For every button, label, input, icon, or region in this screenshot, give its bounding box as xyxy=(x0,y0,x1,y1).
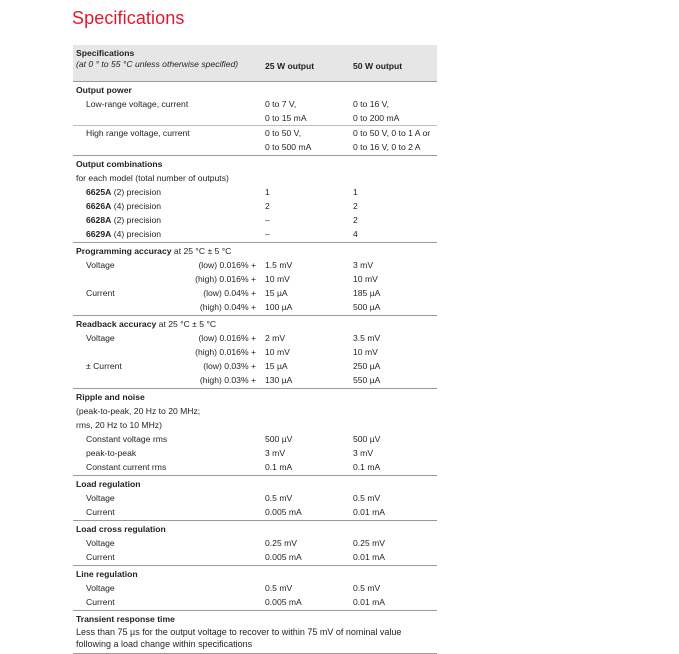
row-label xyxy=(73,272,262,286)
section-title xyxy=(73,317,437,331)
value-50w: 250 µA xyxy=(353,361,381,371)
row-label xyxy=(73,373,262,387)
value-50w: 500 µA xyxy=(353,302,381,312)
value-50w: 0.5 mV xyxy=(353,583,381,593)
table-row xyxy=(73,111,437,125)
value-50w: 0.01 mA xyxy=(353,597,386,607)
table-row xyxy=(73,595,437,609)
value-50w: 0.5 mV xyxy=(353,493,381,503)
model-number: 6625A xyxy=(86,187,112,197)
value-25w: 130 µA xyxy=(265,375,293,385)
value-25w: 0.5 mV xyxy=(265,493,293,503)
value-50w: 0.25 mV xyxy=(353,538,386,548)
value-25w: 2 mV xyxy=(265,333,286,343)
value-25w: 0.25 mV xyxy=(265,538,298,548)
row-label: Current xyxy=(86,552,115,562)
section-title: Ripple and noise xyxy=(76,392,145,402)
table-row xyxy=(73,505,437,519)
row-name: Voltage xyxy=(86,260,115,270)
value-25w: 0 to 7 V, xyxy=(265,99,297,109)
section-output-combinations xyxy=(73,156,437,243)
table-row xyxy=(73,97,437,111)
row-label xyxy=(73,286,262,300)
header-subtitle: (at 0 ° to 55 °C unless otherwise specified) xyxy=(76,58,239,69)
transient-response-text: Less than 75 µs for the output voltage to recover to within 75 mV of nominal value following a load change within specifications xyxy=(76,627,402,649)
table-row xyxy=(73,126,437,140)
table-row xyxy=(73,460,437,474)
model-number: 6628A xyxy=(86,215,112,225)
value-25w: 0.005 mA xyxy=(265,552,302,562)
section-programming-accuracy xyxy=(73,243,437,316)
row-label: Low-range voltage, current xyxy=(86,99,189,109)
value-50w: 10 mV xyxy=(353,347,378,357)
section-title-suffix: at 25 °C ± 5 °C xyxy=(171,246,232,256)
table-row xyxy=(73,272,437,286)
value-25w: 10 mV xyxy=(265,347,290,357)
model-desc: (4) precision xyxy=(111,229,161,239)
section-title: Load cross regulation xyxy=(76,524,166,534)
value-25w: 0.005 mA xyxy=(265,597,302,607)
row-label xyxy=(73,140,262,154)
table-row xyxy=(73,227,437,241)
section-transient-response xyxy=(73,611,437,654)
value-25w: 0 to 500 mA xyxy=(265,142,312,152)
table-row xyxy=(73,536,437,550)
row-label: Voltage xyxy=(86,583,115,593)
value-25w: 0.1 mA xyxy=(265,462,293,472)
row-label xyxy=(73,111,262,125)
table-row xyxy=(73,550,437,564)
model-number: 6626A xyxy=(86,201,112,211)
row-name: ± Current xyxy=(86,361,122,371)
model-desc: (4) precision xyxy=(111,201,161,211)
section-title: Output power xyxy=(76,85,132,95)
row-spec: (low) 0.016% + xyxy=(198,333,256,343)
value-50w: 0 to 50 V, 0 to 1 A or xyxy=(353,128,431,138)
header-spec-column xyxy=(76,48,256,70)
row-label xyxy=(73,258,262,272)
value-25w: 500 µV xyxy=(265,434,293,444)
value-25w: – xyxy=(265,229,270,239)
row-label xyxy=(73,300,262,314)
specifications-table xyxy=(73,45,437,654)
model-desc: (2) precision xyxy=(111,215,161,225)
section-load-regulation xyxy=(73,476,437,521)
row-spec: (high) 0.016% + xyxy=(195,274,256,284)
value-50w: 2 xyxy=(353,201,358,211)
row-label xyxy=(73,331,262,345)
table-row xyxy=(73,359,437,373)
row-label: peak-to-peak xyxy=(86,448,137,458)
value-50w: 1 xyxy=(353,187,358,197)
table-row xyxy=(73,258,437,272)
row-spec: (low) 0.03% + xyxy=(203,361,256,371)
value-25w: – xyxy=(265,215,270,225)
page-title: Specifications xyxy=(72,8,185,28)
value-50w: 185 µA xyxy=(353,288,381,298)
value-25w: 0 to 50 V, xyxy=(265,128,301,138)
section-title xyxy=(73,244,437,258)
section-line-regulation xyxy=(73,566,437,611)
table-row xyxy=(73,432,437,446)
table-row xyxy=(73,140,437,154)
value-50w: 0.01 mA xyxy=(353,552,386,562)
row-label xyxy=(73,227,262,241)
value-50w: 2 xyxy=(353,215,358,225)
section-title: Output combinations xyxy=(76,159,163,169)
value-25w: 1 xyxy=(265,187,270,197)
value-50w: 10 mV xyxy=(353,274,378,284)
row-label xyxy=(73,199,262,213)
header-50w: 50 W output xyxy=(353,61,403,71)
row-label: Constant voltage rms xyxy=(86,434,168,444)
row-spec: (high) 0.04% + xyxy=(199,302,256,312)
section-readback-accuracy xyxy=(73,316,437,389)
section-title: Line regulation xyxy=(76,569,138,579)
value-25w: 2 xyxy=(265,201,270,211)
row-name: Current xyxy=(86,288,115,298)
row-label xyxy=(73,185,262,199)
section-title-suffix: at 25 °C ± 5 °C xyxy=(156,319,217,329)
row-label xyxy=(73,345,262,359)
row-spec: (low) 0.016% + xyxy=(198,260,256,270)
table-row xyxy=(73,199,437,213)
value-50w: 3 mV xyxy=(353,448,374,458)
table-row xyxy=(73,213,437,227)
section-load-cross-regulation xyxy=(73,521,437,566)
row-label xyxy=(73,213,262,227)
value-25w: 15 µA xyxy=(265,288,288,298)
row-label: Voltage xyxy=(86,538,115,548)
value-50w: 550 µA xyxy=(353,375,381,385)
value-50w: 3.5 mV xyxy=(353,333,381,343)
row-label: Current xyxy=(86,597,115,607)
section-ripple-noise xyxy=(73,389,437,476)
section-title: Transient response time xyxy=(76,614,175,624)
table-row xyxy=(73,331,437,345)
model-number: 6629A xyxy=(86,229,112,239)
table-row xyxy=(73,345,437,359)
table-row xyxy=(73,373,437,387)
value-50w: 0 to 16 V, xyxy=(353,99,389,109)
section-note: rms, 20 Hz to 10 MHz) xyxy=(76,420,162,430)
value-25w: 3 mV xyxy=(265,448,286,458)
table-row xyxy=(73,446,437,460)
value-25w: 15 µA xyxy=(265,361,288,371)
model-desc: (2) precision xyxy=(111,187,161,197)
row-label: Constant current rms xyxy=(86,462,167,472)
value-50w: 0.01 mA xyxy=(353,507,386,517)
row-spec: (high) 0.016% + xyxy=(195,347,256,357)
value-25w: 0.5 mV xyxy=(265,583,293,593)
header-title: Specifications xyxy=(76,48,135,58)
value-50w: 0.1 mA xyxy=(353,462,381,472)
row-label: High range voltage, current xyxy=(86,128,190,138)
value-50w: 0 to 200 mA xyxy=(353,113,400,123)
table-header xyxy=(73,45,437,82)
table-row xyxy=(73,185,437,199)
value-50w: 500 µV xyxy=(353,434,381,444)
table-row xyxy=(73,286,437,300)
row-spec: (low) 0.04% + xyxy=(203,288,256,298)
row-spec: (high) 0.03% + xyxy=(199,375,256,385)
value-25w: 0 to 15 mA xyxy=(265,113,307,123)
value-25w: 10 mV xyxy=(265,274,290,284)
row-name: Voltage xyxy=(86,333,115,343)
value-50w: 0 to 16 V, 0 to 2 A xyxy=(353,142,421,152)
value-50w: 4 xyxy=(353,229,358,239)
value-25w: 100 µA xyxy=(265,302,293,312)
table-row xyxy=(73,491,437,505)
row-label xyxy=(73,359,262,373)
table-row xyxy=(73,300,437,314)
section-title-text: Readback accuracy xyxy=(76,319,157,329)
table-row xyxy=(73,581,437,595)
header-25w: 25 W output xyxy=(265,61,315,71)
section-title-text: Programming accuracy xyxy=(76,246,172,256)
row-label: Voltage xyxy=(86,493,115,503)
section-note: for each model (total number of outputs) xyxy=(76,173,229,183)
section-output-power xyxy=(73,82,437,156)
row-label: Current xyxy=(86,507,115,517)
section-title: Load regulation xyxy=(76,479,141,489)
value-25w: 1.5 mV xyxy=(265,260,293,270)
value-25w: 0.005 mA xyxy=(265,507,302,517)
value-50w: 3 mV xyxy=(353,260,374,270)
section-note: (peak-to-peak, 20 Hz to 20 MHz; xyxy=(76,406,201,416)
